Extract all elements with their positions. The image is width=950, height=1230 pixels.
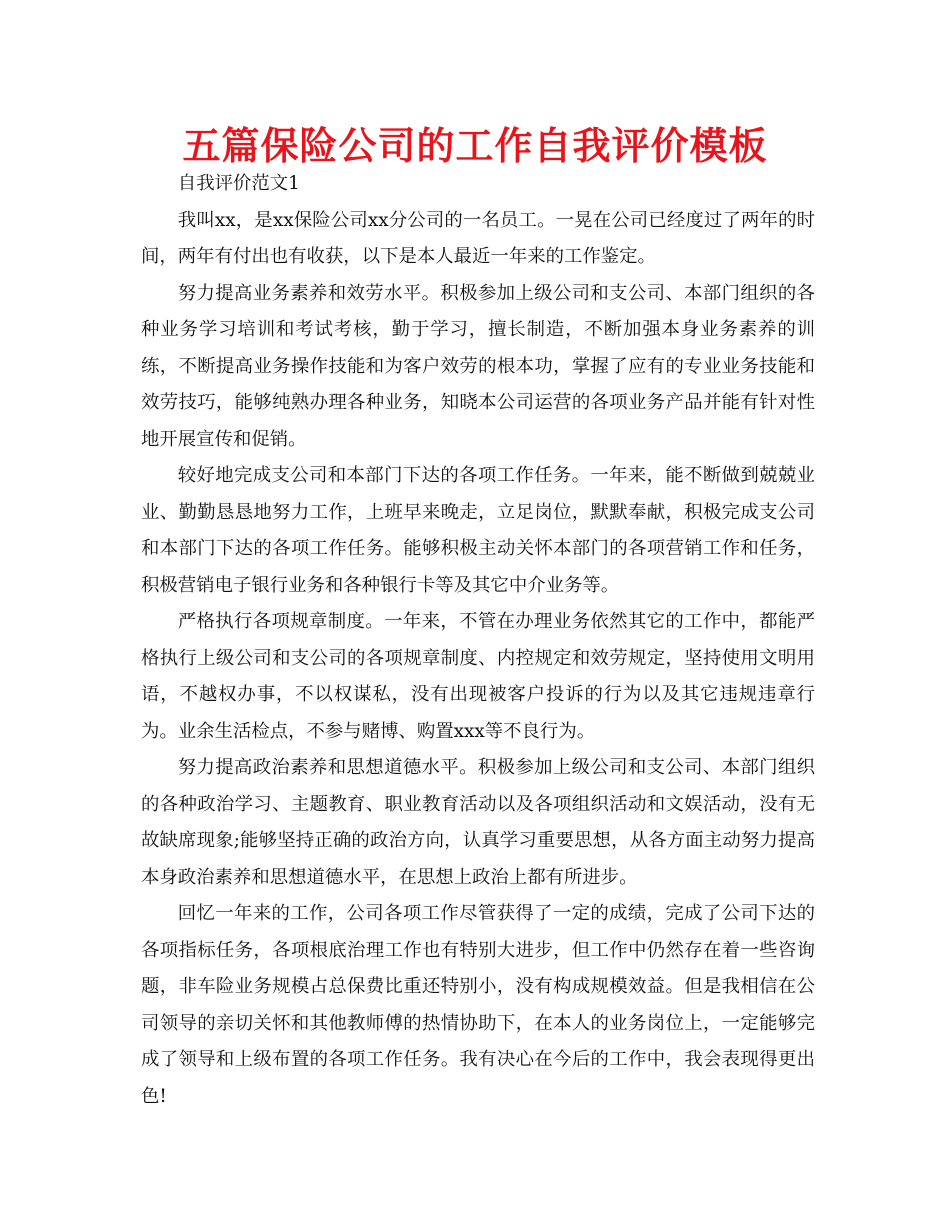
document-title: 五篇保险公司的工作自我评价模板 xyxy=(182,124,768,168)
paragraph-rules-compliance: 严格执行各项规章制度。一年来，不管在办理业务依然其它的工作中，都能严格执行上级公司和支公司的各项规章制度、内控规定和效劳规定，坚持使用文明用语，不越权办事，不以权谋私，没有出现被客户投诉的行为以及其它违规违章行为。业余生活检点，不参与赌博、购置xxx等不良行为。 xyxy=(141,611,815,742)
paragraph-political-quality: 努力提高政治素养和思想道德水平。积极参加上级公司和支公司、本部门组织的各种政治学习、主题教育、职业教育活动以及各项组织活动和文娱活动，没有无故缺席现象;能够坚持正确的政治方向，认真学习重要思想，从各方面主动努力提高本身政治素养和思想道德水平，在思想上政治上都有所进步。 xyxy=(141,757,815,888)
paragraph-intro: 我叫xx，是xx保险公司xx分公司的一名员工。一晃在公司已经度过了两年的时间，两年有付出也有收获，以下是本人最近一年来的工作鉴定。 xyxy=(141,209,815,267)
paragraph-task-completion: 较好地完成支公司和本部门下达的各项工作任务。一年来，能不断做到兢兢业业、勤勤恳恳地努力工作，上班早来晚走，立足岗位，默默奉献，积极完成支公司和本部门下达的各项工作任务。能够积极主动关怀本部门的各项营销工作和任务，积极营销电子银行业务和各种银行卡等及其它中介业务等。 xyxy=(141,465,815,596)
document-body xyxy=(141,166,815,1115)
paragraph-review-summary: 回忆一年来的工作，公司各项工作尽管获得了一定的成绩，完成了公司下达的各项指标任务，各项根底治理工作也有特别大进步，但工作中仍然存在着一些咨询题，非车险业务规模占总保费比重还特别小，没有构成规模效益。但是我相信在公司领导的亲切关怀和其他教师傅的热情协助下，在本人的业务岗位上，一定能够完成了领导和上级布置的各项工作任务。我有决心在今后的工作中，我会表现得更出色! xyxy=(141,903,815,1107)
paragraph-business-skills: 努力提高业务素养和效劳水平。积极参加上级公司和支公司、本部门组织的各种业务学习培训和考试考核，勤于学习，擅长制造，不断加强本身业务素养的训练，不断提高业务操作技能和为客户效劳的根本功，掌握了应有的专业业务技能和效劳技巧，能够纯熟办理各种业务，知晓本公司运营的各项业务产品并能有针对性地开展宣传和促销。 xyxy=(141,282,815,450)
section-label: 自我评价范文1 xyxy=(177,173,300,194)
